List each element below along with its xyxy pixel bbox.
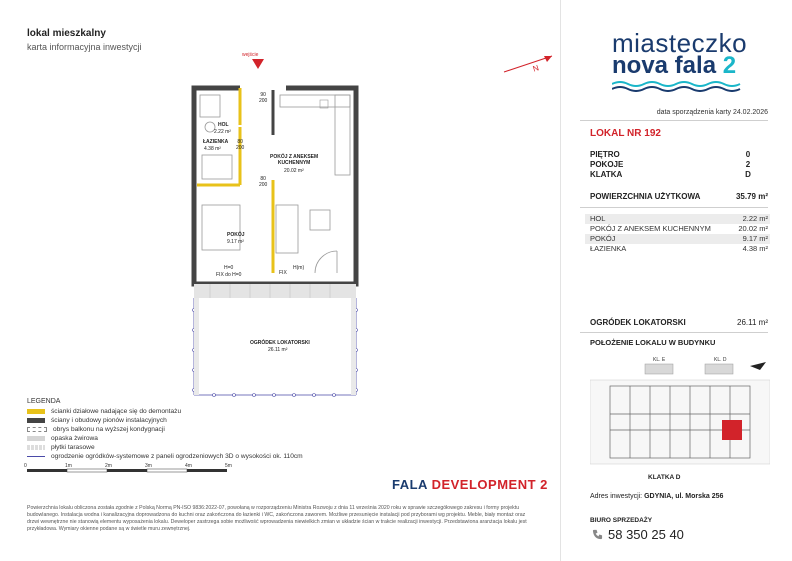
legend-item: ścianki działowe nadające się do demontażu bbox=[27, 408, 181, 415]
section-divider bbox=[580, 207, 768, 208]
legend-title: LEGENDA bbox=[27, 398, 61, 405]
plan-pokoj-aneks-name: POKÓJ Z ANEKSEM KUCHENNYM bbox=[270, 154, 319, 166]
logo-line2: nova fala 2 bbox=[612, 52, 737, 79]
compass-arrow-icon bbox=[500, 52, 560, 76]
scale-label: 4m bbox=[185, 463, 192, 469]
page-title: lokal mieszkalny bbox=[27, 28, 106, 39]
legend-item: ściany i obudowy pionów instalacyjnych bbox=[27, 417, 167, 424]
kl-e-label: KL. E bbox=[653, 357, 666, 363]
disclaimer-text: Powierzchnia lokalu obliczona została zgodnie z Polską Normą PN-ISO 9836:2022-07, powołaną w rozporządzeniu Ministra Rozwoju z dnia 11 września 2020 roku w sprawie szczegółowego zakresu i formy projektu budowlanego. Instalacja wodna i kanalizacyjna doprowadzona do kuchni oraz zakończona do łazienki i WC, zakończona zaworem. Możliwe przesunięcie instalacji pod przyborami wg projektu. Meble, biały montaż oraz drzwi wewnętrzne nie stanowią elementu wyposażenia lokalu. Deweloper zastrzega sobie możliwość wprowadzenia niewielkich zmian w układzie ścian w trakcie realizacji inwestycji. Przedstawiona aranżacja lokalu jest przykładowa. Wymiary okienne podane są w świetle muru zewnętrznej. bbox=[27, 505, 527, 532]
plan-ogrodek-area: 26.11 m² bbox=[268, 347, 288, 353]
compass-letter: N bbox=[531, 63, 541, 74]
plan-lazienka-name: ŁAZIENKA bbox=[203, 139, 229, 145]
detail-rooms: POKOJE 2 bbox=[590, 160, 751, 169]
building-map bbox=[590, 352, 770, 470]
door-dim-3: 80 200 bbox=[259, 176, 268, 188]
garden-area: OGRÓDEK LOKATORSKI 26.11 m² bbox=[590, 318, 768, 327]
date-divider bbox=[580, 120, 768, 121]
highlighted-unit bbox=[722, 420, 742, 440]
investment-address: Adres inwestycji: GDYNIA, ul. Morska 256 bbox=[590, 493, 724, 500]
legend-item: obrys balkonu na wyższej kondygnacji bbox=[27, 426, 165, 433]
detail-floor: PIĘTRO 0 bbox=[590, 150, 751, 159]
plan-pokoj-area: 9.17 m² bbox=[227, 239, 244, 245]
phone-number[interactable]: 58 350 25 40 bbox=[608, 527, 684, 542]
page-subtitle: karta informacyjna inwestycji bbox=[27, 42, 142, 52]
height-note: H(m) bbox=[293, 265, 305, 271]
plan-lazienka-area: 4.38 m² bbox=[204, 146, 221, 152]
scale-label: 2m bbox=[105, 463, 112, 469]
developer-logo: FALA DEVELOPMENT 2 bbox=[392, 477, 548, 492]
logo-waves-icon bbox=[612, 80, 742, 92]
door-dim-2: 90 200 bbox=[259, 92, 268, 104]
scale-label: 5m bbox=[225, 463, 232, 469]
window-note: H=0 bbox=[224, 265, 234, 271]
table-row: ŁAZIENKA 4.38 m² bbox=[590, 244, 768, 253]
page-divider bbox=[560, 0, 561, 561]
legend-item: płytki tarasowe bbox=[27, 444, 95, 451]
table-row: HOL 2.22 m² bbox=[585, 214, 770, 224]
fix-label: FIX bbox=[279, 270, 287, 276]
klatka-label: KLATKA D bbox=[648, 474, 681, 481]
plan-pokoj-aneks-area: 20.02 m² bbox=[284, 168, 304, 174]
scale-label: 0 bbox=[24, 463, 27, 469]
legend-item: ogrodzenie ogródków-systemowe z paneli ogrodzeniowych 3D o wysokości ok. 110cm bbox=[27, 453, 303, 460]
plan-pokoj-name: POKÓJ bbox=[227, 232, 245, 238]
scale-label: 3m bbox=[145, 463, 152, 469]
table-row: POKÓJ 9.17 m² bbox=[585, 234, 770, 244]
sales-office-label: BIURO SPRZEDAŻY bbox=[590, 517, 653, 524]
lokal-number: LOKAL NR 192 bbox=[590, 128, 661, 139]
entrance-label: wejście bbox=[242, 52, 259, 58]
usable-area: POWIERZCHNIA UŻYTKOWA 35.79 m² bbox=[590, 192, 768, 201]
section-divider bbox=[580, 332, 768, 333]
rooms-table bbox=[585, 214, 770, 254]
legend-item: opaska żwirowa bbox=[27, 435, 98, 442]
position-title: POŁOŻENIE LOKALU W BUDYNKU bbox=[590, 338, 716, 347]
fix-note: FIX do H=0 bbox=[216, 272, 242, 278]
table-row: POKÓJ Z ANEKSEM KUCHENNYM 20.02 m² bbox=[590, 224, 768, 233]
door-dim-1: 80 200 bbox=[236, 139, 245, 151]
plan-hol-name: HOL bbox=[218, 122, 229, 128]
scale-label: 1m bbox=[65, 463, 72, 469]
plan-hol-area: 2.22 m² bbox=[214, 129, 231, 135]
entrance-arrow-icon bbox=[252, 59, 264, 69]
phone-icon bbox=[592, 529, 603, 540]
date-created: data sporządzenia karty 24.02.2026 bbox=[656, 109, 768, 116]
detail-staircase: KLATKA D bbox=[590, 170, 751, 179]
logo-line1: miasteczko bbox=[612, 28, 748, 58]
kl-d-label: KL. D bbox=[714, 357, 727, 363]
plan-ogrodek-name: OGRÓDEK LOKATORSKI bbox=[250, 340, 310, 346]
